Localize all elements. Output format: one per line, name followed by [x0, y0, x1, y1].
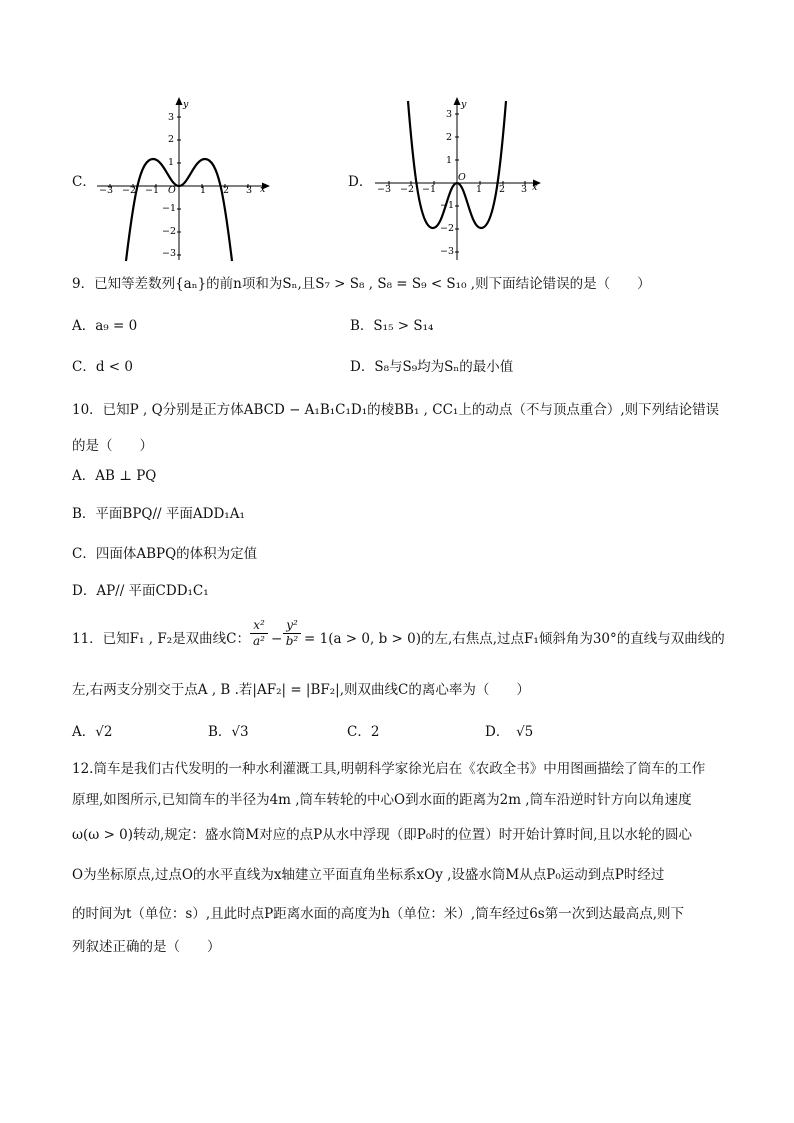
y-tick: −2 [162, 226, 177, 237]
x-tick: −3 [377, 184, 392, 195]
q11-option-d: D． √5 [485, 724, 534, 740]
minus-sign: − [271, 631, 283, 647]
y-tick: 2 [446, 132, 453, 143]
numerator: y² [283, 618, 301, 634]
q12-line: 列叙述正确的是（ ） [72, 939, 221, 955]
q11-fraction-y [283, 618, 301, 649]
option-d-label: D． [348, 174, 373, 190]
y-tick: 1 [168, 157, 175, 168]
y-tick: −3 [440, 246, 455, 257]
q12-line: 原理,如图所示,已知筒车的半径为4m ,筒车转轮的中心O到水面的距离为2m ,筒车沿逆时针方向以角速度 [72, 792, 692, 808]
q9-option-a: A．a₉ = 0 [72, 318, 138, 334]
q12-line: O为坐标原点,过点O的水平直线为x轴建立平面直角坐标系xOy ,设盛水筒M从点P₀运动到点P时经过 [72, 867, 665, 883]
y-tick: 1 [446, 155, 453, 166]
q11-option-c: C．2 [347, 724, 380, 740]
x-tick: −3 [99, 185, 114, 196]
q12-line: 12.筒车是我们古代发明的一种水利灌溉工具,明朝科学家徐光启在《农政全书》中用图画描绘了筒车的工作 [72, 761, 706, 777]
q11-stem-suffix: = 1(a > 0, b > 0)的左,右焦点,过点F₁倾斜角为30°的直线与双曲线的 [304, 631, 725, 647]
x-tick: 2 [223, 185, 230, 196]
x-tick: 2 [499, 184, 506, 195]
q10-stem: 10．已知P , Q分别是正方体ABCD − A₁B₁C₁D₁的棱BB₁ , CC₁上的动点（不与顶点重合）,则下列结论错误 [72, 402, 720, 418]
q10-option-b: B．平面BPQ// 平面ADD₁A₁ [72, 506, 245, 522]
numerator: x² [250, 618, 268, 634]
q11-stem-cont: 左,右两支分别交于点A , B .若|AF₂| = |BF₂|,则双曲线C的离心率为（ ） [72, 682, 530, 698]
x-tick: 1 [200, 185, 207, 196]
origin-label: O [458, 172, 466, 183]
option-c-label: C． [72, 174, 96, 190]
denominator: a² [253, 634, 265, 648]
x-tick: −1 [422, 184, 437, 195]
option-c-graph [92, 95, 277, 263]
q12-line: ω(ω > 0)转动,规定：盛水筒M对应的点P从水中浮现（即P₀时的位置）时开始计算时间,且以水轮的圆心 [72, 827, 693, 843]
x-tick: −2 [122, 185, 137, 196]
q10-stem-cont: 的是（ ） [72, 438, 153, 454]
x-tick: 1 [476, 184, 483, 195]
q9-option-c: C．d < 0 [72, 359, 133, 375]
q10-option-a: A．AB ⊥ PQ [72, 468, 157, 484]
q10-option-c: C．四面体ABPQ的体积为定值 [72, 546, 258, 562]
option-d-graph [370, 95, 550, 263]
origin-label: O [168, 185, 176, 196]
q9-option-b: B．S₁₅ > S₁₄ [350, 318, 434, 334]
x-tick: 3 [521, 184, 528, 195]
q10-option-d: D．AP// 平面CDD₁C₁ [72, 583, 209, 599]
y-tick: 3 [168, 112, 175, 123]
x-tick: −2 [400, 184, 415, 195]
denominator: b² [285, 634, 299, 648]
y-axis-label: y [183, 99, 189, 110]
x-ticks [99, 185, 252, 196]
y-tick: −1 [440, 200, 455, 211]
y-axis-label: y [461, 99, 467, 110]
q11-fraction-x [250, 618, 268, 649]
q11-option-a: A．√2 [72, 724, 113, 740]
y-tick: 3 [446, 109, 453, 120]
x-axis-label: x [260, 184, 266, 195]
x-tick: 3 [246, 185, 253, 196]
y-tick: −2 [440, 223, 455, 234]
y-tick: −1 [162, 203, 177, 214]
x-axis-label: x [532, 182, 538, 193]
x-tick: −1 [145, 185, 160, 196]
q9-stem: 9．已知等差数列{aₙ}的前n项和为Sₙ,且S₇ > S₈ , S₈ = S₉ < S₁₀ ,则下面结论错误的是（ ） [72, 276, 651, 292]
q9-option-d: D．S₈与S₉均为Sₙ的最小值 [350, 359, 514, 375]
y-tick: −3 [162, 248, 177, 259]
q12-line: 的时间为t（单位：s）,且此时点P距离水面的高度为h（单位：米）,筒车经过6s第一次到达最高点,则下 [72, 906, 685, 922]
q11-stem-prefix: 11．已知F₁ , F₂是双曲线C： [72, 631, 250, 647]
y-tick: 2 [168, 134, 175, 145]
q11-option-b: B．√3 [208, 724, 249, 740]
